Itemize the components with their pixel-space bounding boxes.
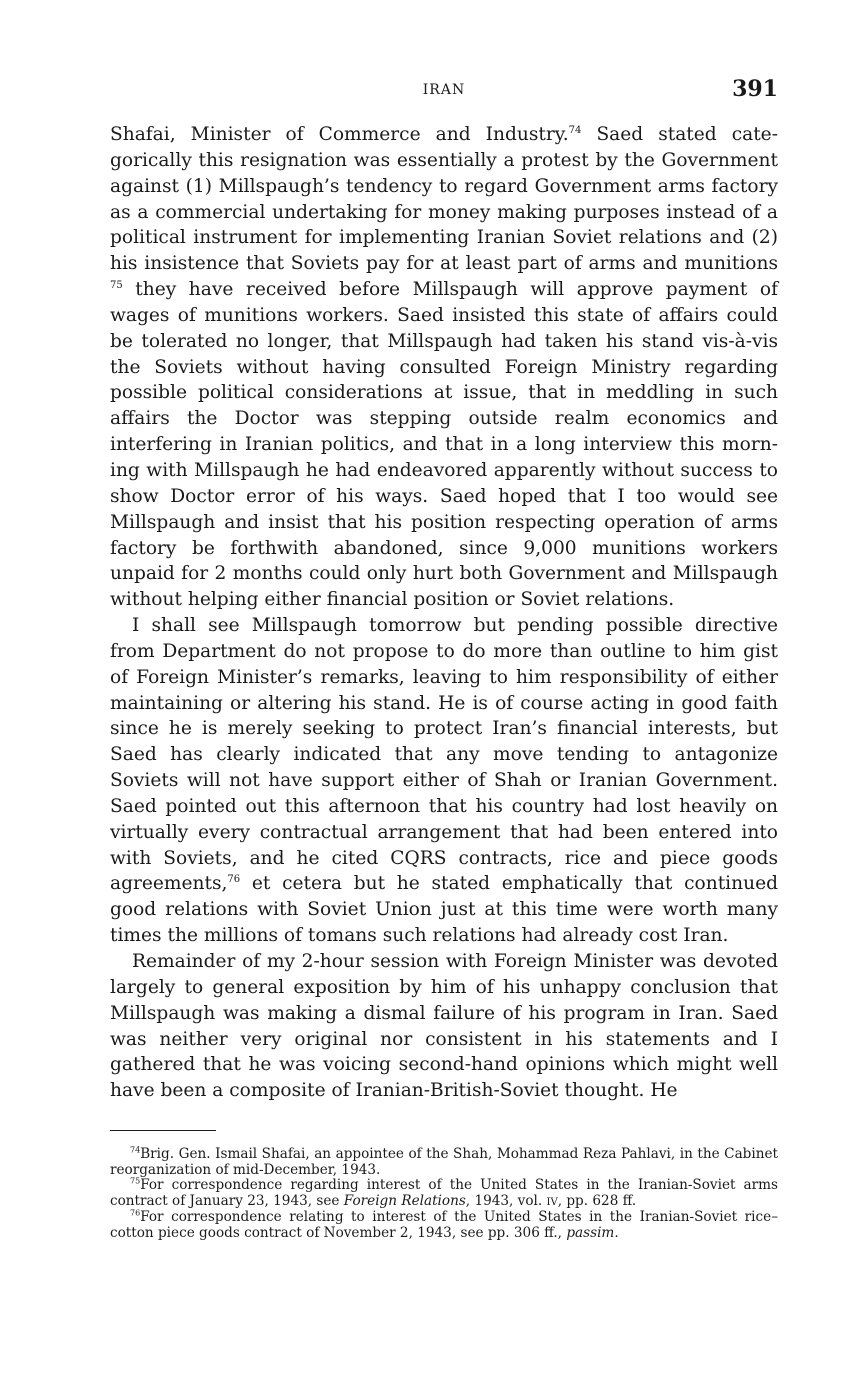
- footnote-number: 74: [130, 1145, 141, 1155]
- paragraph-2-part-b: et cetera but he stated emphatically that continued good relations with Soviet Union just at this time were worth many times the millions of tomans such relations had already cost Iran.: [110, 873, 778, 947]
- footnote-74: [110, 1147, 778, 1178]
- paragraph-1: [110, 122, 778, 613]
- body-text: [110, 122, 778, 1104]
- paragraph-2-part-a: I shall see Millspaugh tomorrow but pending possible directive from Department do not propose to do more than outline to him gist of Foreign Minister’s remarks, leaving to him responsibility of either maintaining or altering his stand. He is of course acting in good faith since he is merely seeking to protect Iran’s financial interests, but Saed has clearly indicated that any move tending to antagonize Soviets will not have support either of Shah or Iranian Government. Saed pointed out this afternoon that his country had lost heavily on virtually every contractual arrangement that had been entered into with Soviets, and he cited CQRS contracts, rice and piece goods agreements,: [110, 615, 778, 895]
- paragraph-1-part-b: Saed stated categorically this resignation was essentially a protest by the Government against (1) Millspaugh’s tendency to regard Government arms factory as a commercial undertaking for money making purposes instead of a political instrument for implementing Iranian Soviet relations and (2) his insistence that Soviets pay for at least part of arms and munitions: [110, 124, 778, 275]
- footnote-number: 76: [130, 1208, 141, 1218]
- footnote-ref-75: 75: [110, 279, 123, 291]
- footnote-ref-74: 74: [568, 124, 582, 136]
- footnote-citation-title: passim: [566, 1224, 615, 1241]
- paragraph-1-part-a: Shafai, Minister of Commerce and Industry.: [110, 124, 569, 145]
- footnote-75: [110, 1178, 778, 1209]
- document-page: [110, 76, 778, 1241]
- footnote-text: .: [614, 1224, 619, 1241]
- footnote-volume: iv: [546, 1193, 558, 1210]
- running-title: IRAN: [422, 82, 466, 98]
- footnote-text: For correspondence regarding interest of the United States in the Iranian-Soviet arms contract of January 23, 1943, see: [110, 1177, 778, 1210]
- footnote-citation-title: Foreign Relations: [343, 1193, 466, 1210]
- footnote-text: For correspondence relating to interest of the United States in the Iranian-Soviet rice–cotton piece goods contract of November 2, 1943, see pp. 306 ff.,: [110, 1208, 778, 1241]
- footnote-text: Brig. Gen. Ismail Shafai, an appointee of the Shah, Mohammad Reza Pahlavi, in the Cabinet reorganization of mid-December, 1943.: [110, 1146, 778, 1178]
- page-number: 391: [732, 76, 778, 102]
- footnote-76: [110, 1210, 778, 1241]
- paragraph-3: Remainder of my 2-hour session with Foreign Minister was devoted largely to general exposition by him of his unhappy conclusion that Millspaugh was making a dismal failure of his program in Iran. Saed was neither very original nor consistent in his statements and I gathered that he was voicing second-hand opinions which might well have been a composite of Iranian-British-Soviet thought. He: [110, 951, 778, 1102]
- footnote-rule: [110, 1130, 216, 1131]
- footnote-ref-76: 76: [227, 874, 241, 886]
- paragraph-1-part-c: they have received before Millspaugh will approve payment of wages of munitions workers. Saed insisted this state of affairs could be tolerated no longer, that Millspaugh had taken his stand vis-à-vis the Soviets without having consulted Foreign Ministry regarding possible political considerations at issue, that in meddling in such affairs the Doctor was stepping outside realm economics and interfering in Iranian politics, and that in a long interview this morning with Millspaugh he had endeavored apparently without success to show Doctor error of his ways. Saed hoped that I too would see Millspaugh and insist that his position respecting operation of arms factory be forthwith abandoned, since 9,000 munitions workers unpaid for 2 months could only hurt both Government and Millspaugh without helping either financial position or Soviet relations.: [110, 279, 778, 611]
- footnote-text: , 1943, vol.: [465, 1193, 547, 1210]
- footnotes: [110, 1147, 778, 1241]
- paragraph-2: [110, 613, 778, 949]
- footnote-text: , pp. 628 ff.: [557, 1193, 637, 1210]
- footnote-number: 75: [130, 1176, 141, 1186]
- running-head: [110, 76, 778, 108]
